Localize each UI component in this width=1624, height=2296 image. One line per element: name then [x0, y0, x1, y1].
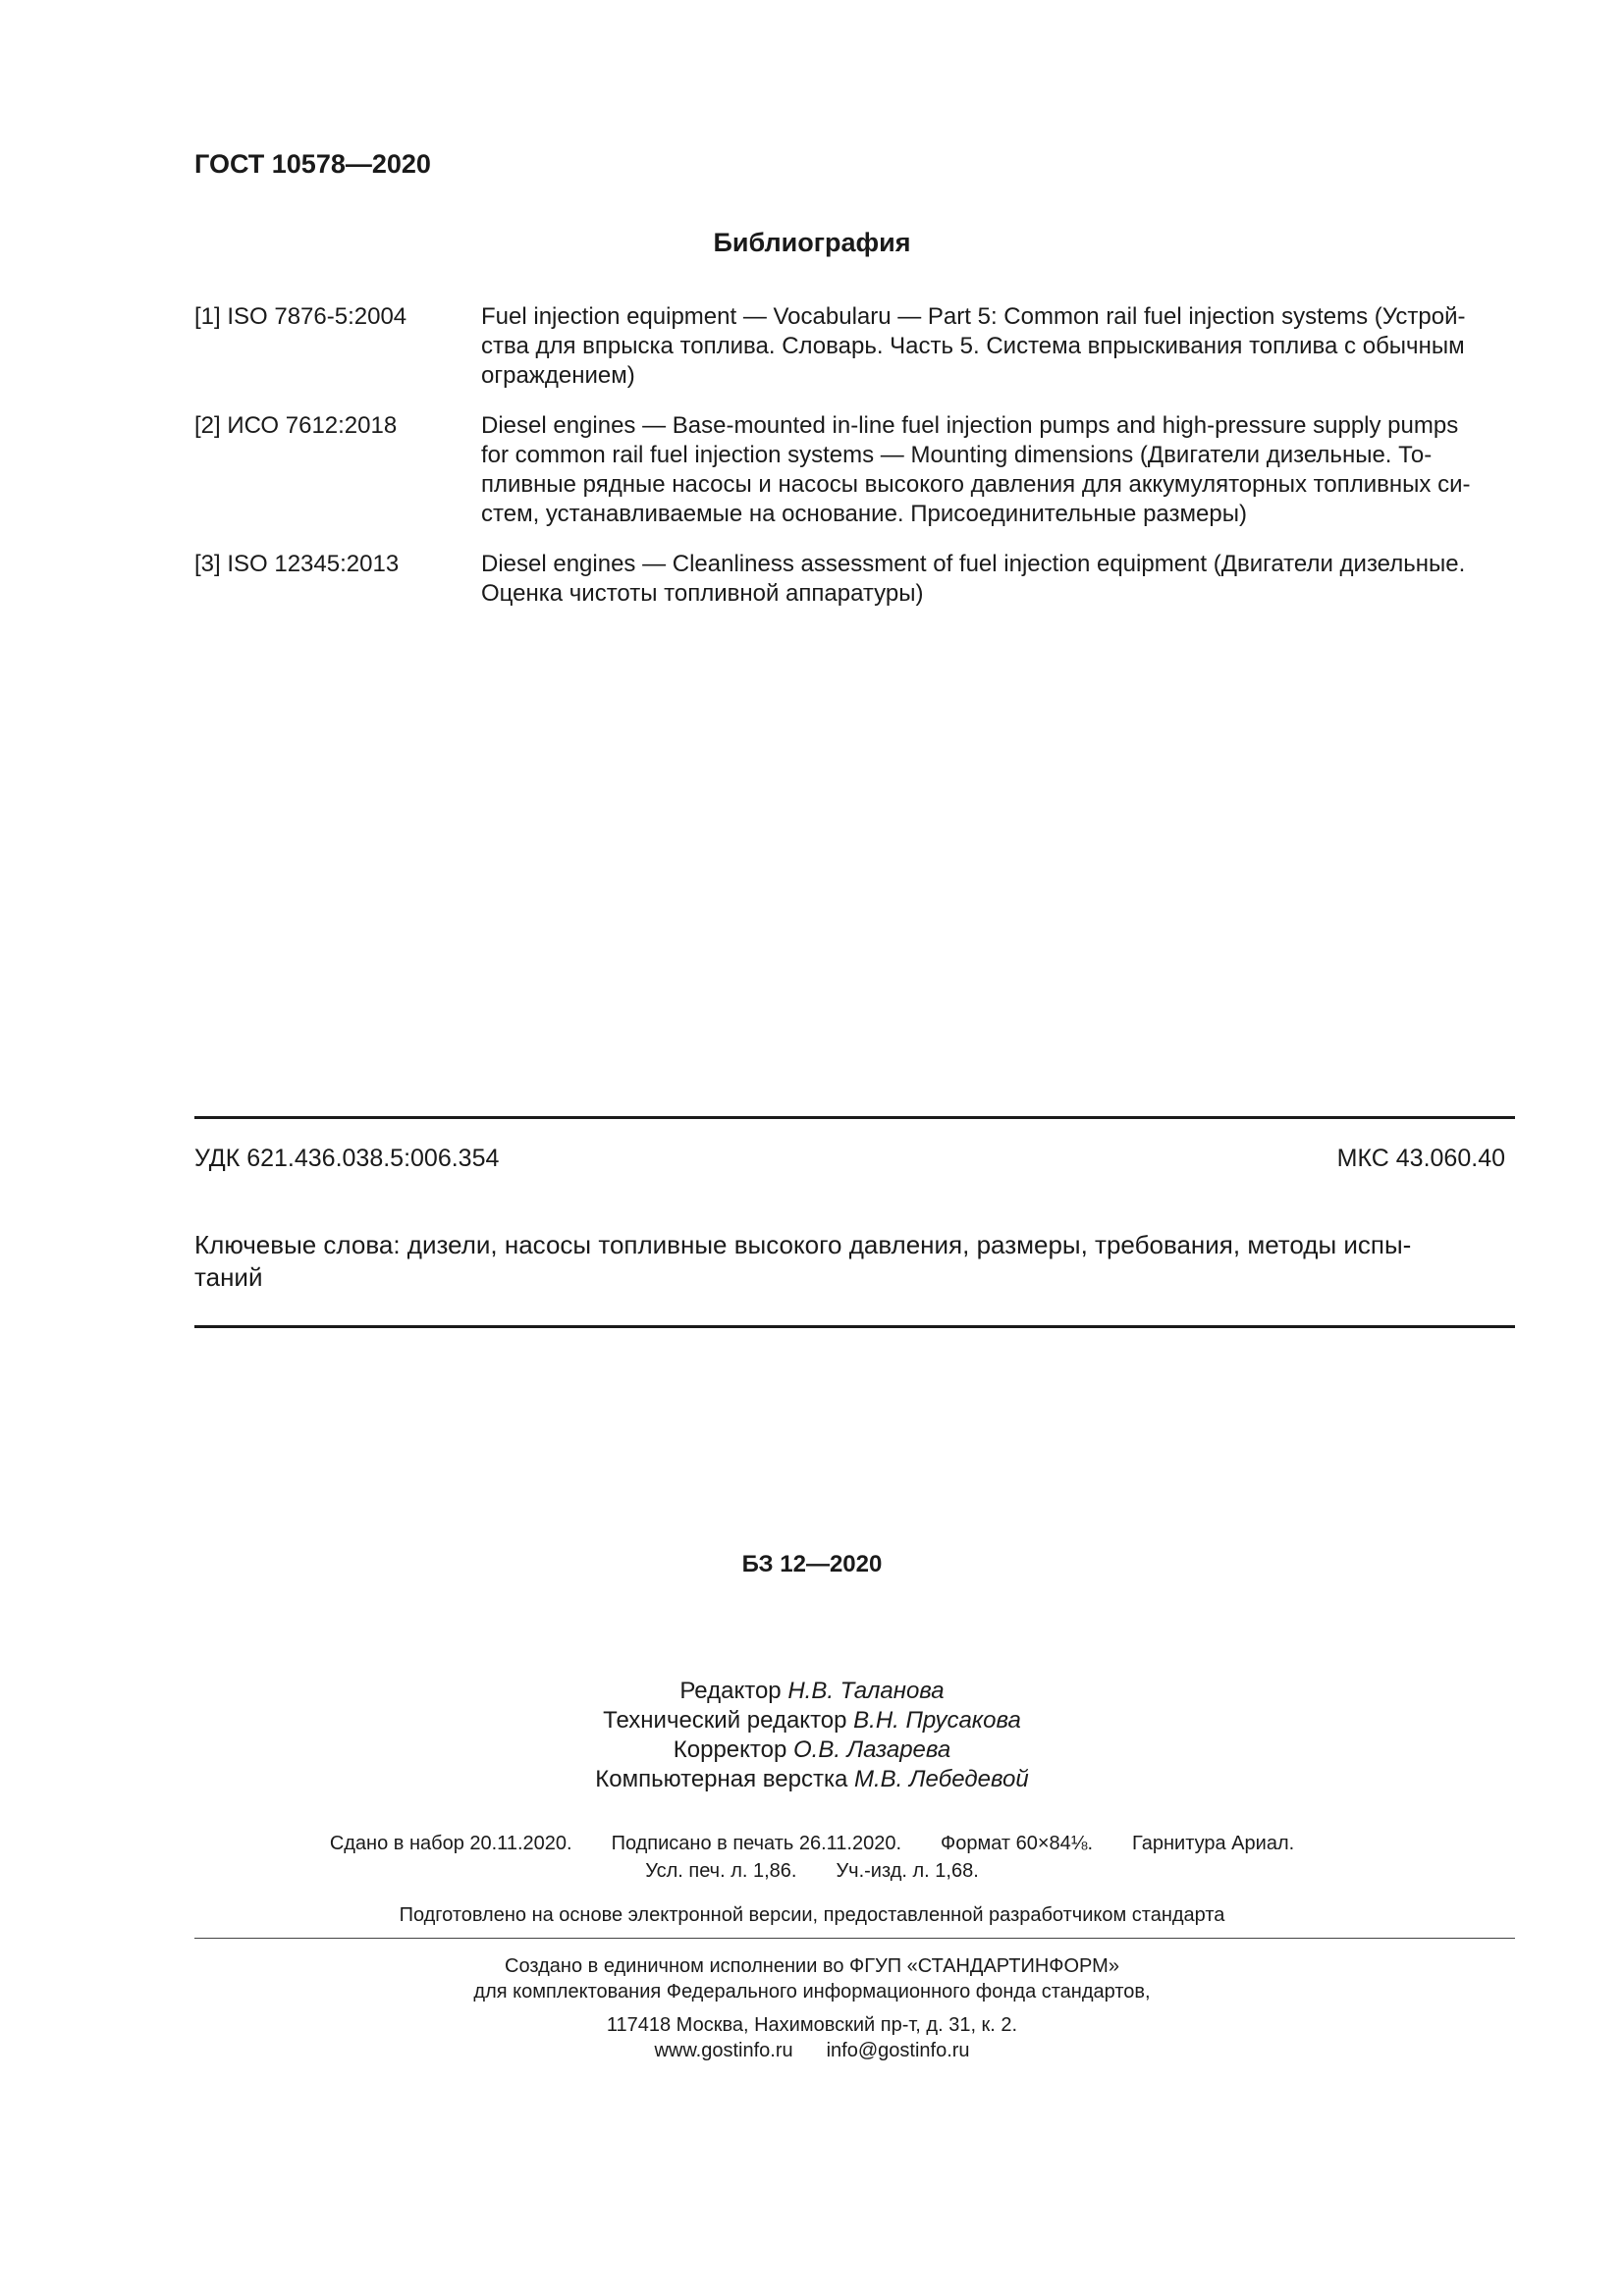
reference-line: пливные рядные насосы и насосы высокого давления для аккумуляторных топливных си-: [481, 471, 1471, 498]
bibliography-title: Библиография: [713, 228, 911, 257]
udk-code: УДК 621.436.038.5:006.354: [194, 1145, 500, 1172]
reference-line: Diesel engines — Cleanliness assessment of fuel injection equipment (Двигатели дизельные.: [481, 551, 1466, 577]
publisher-address: 117418 Москва, Нахимовский пр-т, д. 31, к. 2.: [606, 2014, 1018, 2036]
keywords: [194, 1229, 1515, 1294]
typeface: Гарнитура Ариал.: [1132, 1833, 1295, 1854]
divider-rule: [194, 1938, 1515, 1939]
bibliography-entry: [194, 302, 1515, 391]
signed-date: Подписано в печать 26.11.2020.: [611, 1833, 902, 1854]
reference-line: Fuel injection equipment — Vocabularu — Part 5: Common rail fuel injection systems (Устрой-: [481, 303, 1466, 330]
publisher-sheets: Уч.-изд. л. 1,68.: [836, 1860, 979, 1882]
divider-rule: [194, 1325, 1515, 1328]
reference-id: [1] ISO 7876-5:2004: [194, 303, 407, 330]
staff-layout: [0, 1765, 1624, 1794]
mks-code: МКС 43.060.40: [1336, 1145, 1505, 1172]
reference-line: ства для впрыска топлива. Словарь. Часть 5. Система впрыскивания топлива с обычным: [481, 333, 1465, 359]
submitted-date: Сдано в набор 20.11.2020.: [329, 1833, 572, 1854]
staff-tech-editor: [0, 1706, 1624, 1735]
reference-text: [481, 550, 1515, 609]
email-link[interactable]: info@gostinfo.ru: [826, 2040, 970, 2061]
publication-info-line: [0, 1830, 1624, 1857]
prepared-note: Подготовлено на основе электронной версии, предоставленной разработчиком стандарта: [399, 1904, 1225, 1926]
reference-text: [481, 411, 1515, 529]
created-line: для комплектования Федерального информационного фонда стандартов,: [473, 1981, 1151, 2002]
keywords-line: Ключевые слова: дизели, насосы топливные высокого давления, размеры, требования, методы испы-: [194, 1230, 1412, 1259]
bz-code: БЗ 12—2020: [741, 1551, 883, 1577]
publication-info-line: [0, 1857, 1624, 1885]
bibliography-entry: [194, 550, 1515, 609]
document-code: ГОСТ 10578—2020: [194, 149, 431, 179]
reference-line: ограждением): [481, 362, 635, 389]
staff-name: М.В. Лебедевой: [854, 1766, 1029, 1792]
created-note: [0, 1953, 1624, 2004]
staff-proofreader: [0, 1735, 1624, 1765]
reference-line: Оценка чистоты топливной аппаратуры): [481, 580, 924, 607]
reference-id: [3] ISO 12345:2013: [194, 551, 400, 577]
staff-role: Технический редактор: [603, 1707, 847, 1734]
reference-id: [2] ИСО 7612:2018: [194, 412, 398, 439]
staff-role: Корректор: [673, 1736, 787, 1763]
bibliography-entry: [194, 411, 1515, 529]
publication-info: [0, 1830, 1624, 1885]
reference-line: Diesel engines — Base-mounted in-line fuel injection pumps and high-pressure supply pumps: [481, 412, 1459, 439]
staff-name: Н.В. Таланова: [787, 1678, 945, 1704]
staff-name: В.Н. Прусакова: [853, 1707, 1021, 1734]
created-line: Создано в единичном исполнении во ФГУП «СТАНДАРТИНФОРМ»: [505, 1955, 1119, 1977]
reference-line: стем, устанавливаемые на основание. Присоединительные размеры): [481, 501, 1247, 527]
contact-links: [0, 2038, 1624, 2063]
website-link[interactable]: www.gostinfo.ru: [654, 2040, 793, 2061]
paper-format: Формат 60×84⅛.: [941, 1833, 1094, 1854]
keywords-line: таний: [194, 1262, 263, 1292]
print-sheets: Усл. печ. л. 1,86.: [645, 1860, 797, 1882]
staff-role: Компьютерная верстка: [595, 1766, 848, 1792]
staff-list: [0, 1677, 1624, 1794]
divider-rule: [194, 1116, 1515, 1119]
staff-editor: [0, 1677, 1624, 1706]
staff-name: О.В. Лазарева: [793, 1736, 951, 1763]
contact-block: [0, 2012, 1624, 2063]
reference-text: [481, 302, 1515, 391]
staff-role: Редактор: [679, 1678, 782, 1704]
reference-line: for common rail fuel injection systems — Mounting dimensions (Двигатели дизельные. То-: [481, 442, 1433, 468]
